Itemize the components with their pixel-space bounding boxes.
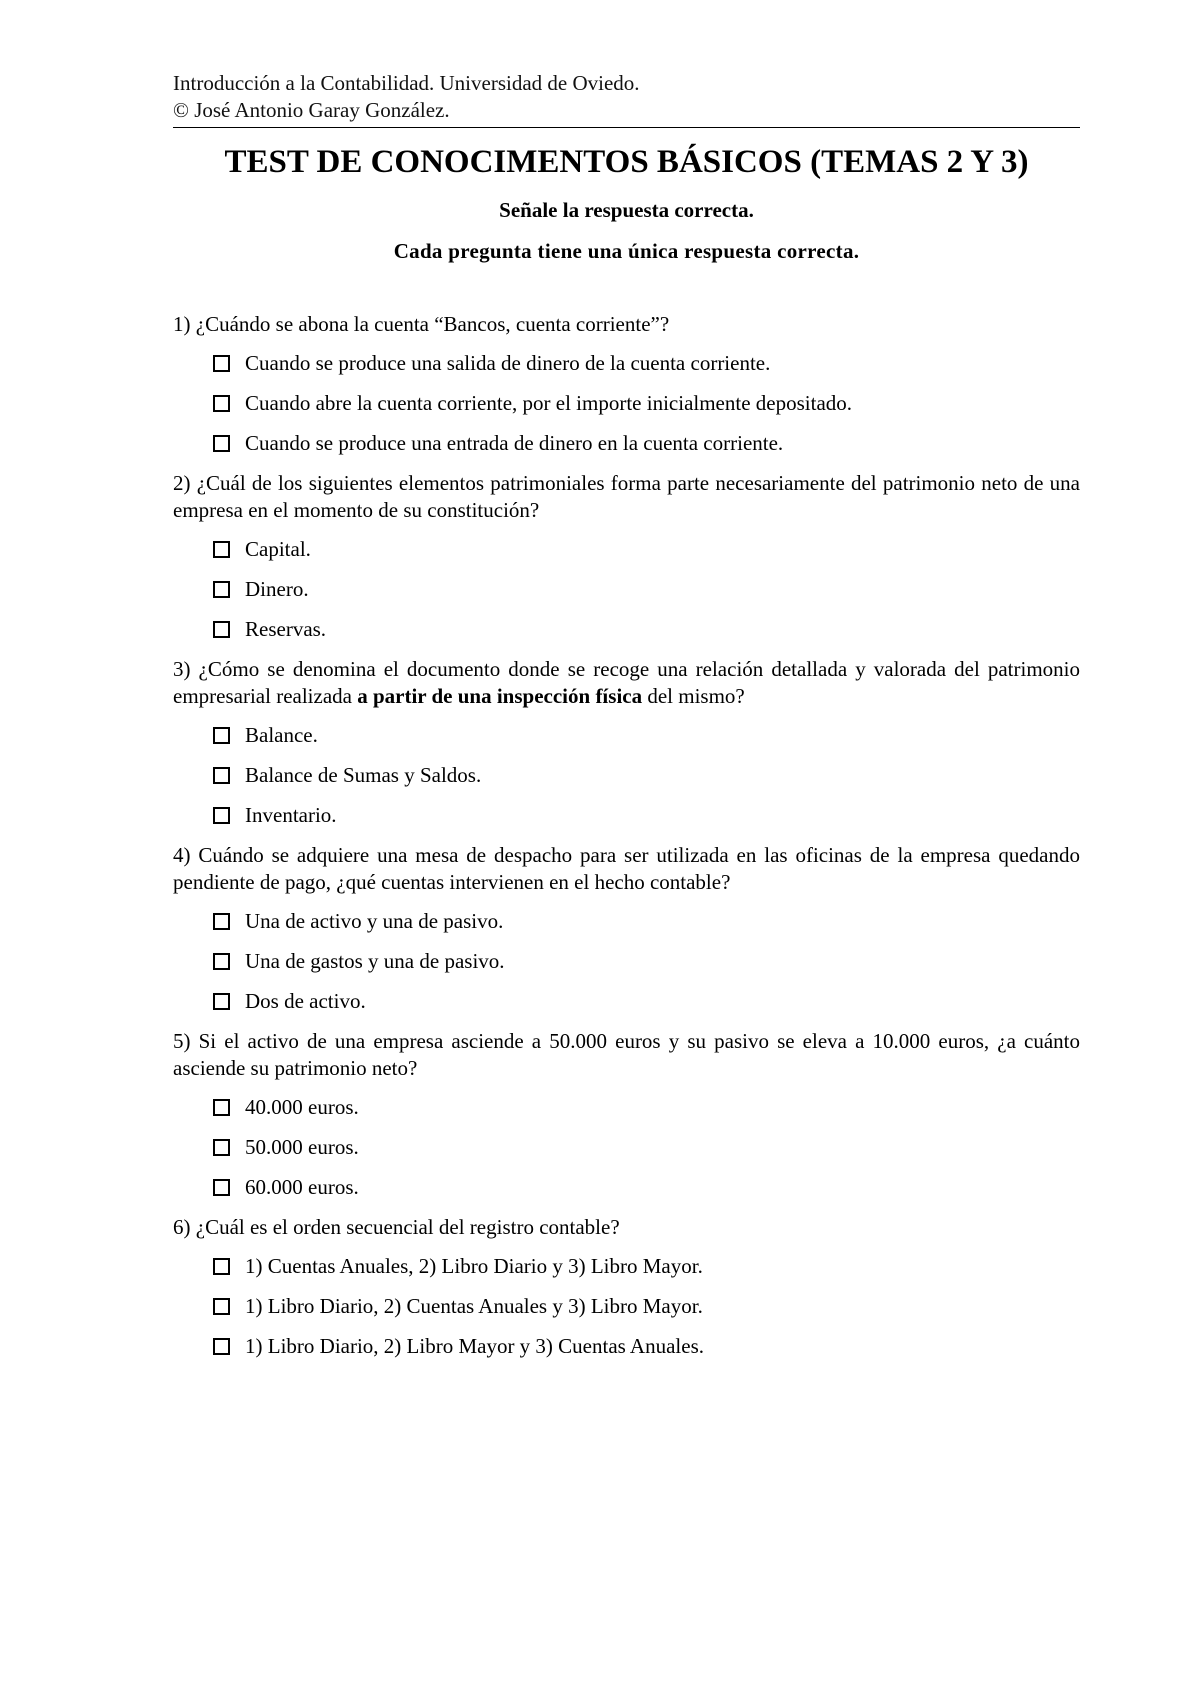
question-text: 6) ¿Cuál es el orden secuencial del registro contable? [173,1215,620,1239]
answer-option[interactable] [173,1293,1080,1320]
page-header [173,70,1080,124]
checkbox-icon[interactable] [213,767,230,784]
checkbox-icon[interactable] [213,435,230,452]
option-label: Una de activo y una de pasivo. [245,909,504,933]
option-label: Inventario. [245,803,337,827]
test-title: TEST DE CONOCIMENTOS BÁSICOS (TEMAS 2 Y 3) [224,144,1029,180]
question-text-start: 3) ¿Cómo se denomina el documento donde se recoge una relación detallada y valorada del patrimonio empresarial realizada [173,657,1080,708]
answer-option[interactable] [173,576,1080,603]
question-text-emphasis: a partir de una inspección física [357,684,643,708]
header-divider [173,127,1080,128]
option-label: Balance. [245,723,318,747]
answer-option[interactable] [173,1333,1080,1360]
answer-option[interactable] [173,802,1080,829]
instruction-line-2: Cada pregunta tiene una única respuesta correcta. [393,239,860,263]
answer-option[interactable] [173,762,1080,789]
header-course-line: Introducción a la Contabilidad. Universidad de Oviedo. [173,71,640,95]
checkbox-icon[interactable] [213,913,230,930]
option-label: Reservas. [245,617,327,641]
question-text: 5) Si el activo de una empresa asciende a 50.000 euros y su pasivo se eleva a 10.000 euros, ¿a cuánto asciende su patrimonio neto? [173,1029,1080,1080]
answer-option[interactable] [173,908,1080,935]
answer-option[interactable] [173,350,1080,377]
checkbox-icon[interactable] [213,621,230,638]
question-4 [173,842,1080,1015]
question-3 [173,656,1080,829]
checkbox-icon[interactable] [213,1099,230,1116]
checkbox-icon[interactable] [213,1139,230,1156]
question-text: 2) ¿Cuál de los siguientes elementos patrimoniales forma parte necesariamente del patrimonio neto de una empresa en el momento de su constitución? [173,471,1080,522]
answer-option[interactable] [173,948,1080,975]
question-text [173,656,1080,710]
option-label: Cuando abre la cuenta corriente, por el importe inicialmente depositado. [245,391,853,415]
checkbox-icon[interactable] [213,807,230,824]
checkbox-icon[interactable] [213,953,230,970]
checkbox-icon[interactable] [213,1258,230,1275]
option-label: 1) Libro Diario, 2) Cuentas Anuales y 3) Libro Mayor. [245,1294,703,1318]
question-5 [173,1028,1080,1201]
question-text: 4) Cuándo se adquiere una mesa de despacho para ser utilizada en las oficinas de la empresa quedando pendiente de pago, ¿qué cuentas intervienen en el hecho contable? [173,843,1080,894]
option-label: Dinero. [245,577,309,601]
checkbox-icon[interactable] [213,993,230,1010]
answer-option[interactable] [173,988,1080,1015]
checkbox-icon[interactable] [213,581,230,598]
option-label: Balance de Sumas y Saldos. [245,763,482,787]
answer-option[interactable] [173,1094,1080,1121]
option-label: 1) Cuentas Anuales, 2) Libro Diario y 3) Libro Mayor. [245,1254,703,1278]
answer-option[interactable] [173,1134,1080,1161]
answer-option[interactable] [173,722,1080,749]
question-6 [173,1214,1080,1360]
question-text-end: del mismo? [642,684,745,708]
checkbox-icon[interactable] [213,541,230,558]
option-label: 50.000 euros. [245,1135,359,1159]
option-label: Cuando se produce una entrada de dinero en la cuenta corriente. [245,431,784,455]
answer-option[interactable] [173,1174,1080,1201]
answer-option[interactable] [173,616,1080,643]
checkbox-icon[interactable] [213,1338,230,1355]
question-list [173,311,1080,1373]
question-text: 1) ¿Cuándo se abona la cuenta “Bancos, cuenta corriente”? [173,312,670,336]
option-label: 60.000 euros. [245,1175,359,1199]
instruction-line-1: Señale la respuesta correcta. [499,198,754,222]
option-label: 1) Libro Diario, 2) Libro Mayor y 3) Cuentas Anuales. [245,1334,704,1358]
checkbox-icon[interactable] [213,355,230,372]
answer-option[interactable] [173,536,1080,563]
option-label: Dos de activo. [245,989,366,1013]
answer-option[interactable] [173,430,1080,457]
checkbox-icon[interactable] [213,395,230,412]
answer-option[interactable] [173,390,1080,417]
option-label: Capital. [245,537,311,561]
question-2 [173,470,1080,643]
checkbox-icon[interactable] [213,727,230,744]
question-1 [173,311,1080,457]
header-author-line: © José Antonio Garay González. [173,98,450,122]
option-label: Una de gastos y una de pasivo. [245,949,505,973]
option-label: 40.000 euros. [245,1095,359,1119]
answer-option[interactable] [173,1253,1080,1280]
option-label: Cuando se produce una salida de dinero de la cuenta corriente. [245,351,771,375]
checkbox-icon[interactable] [213,1298,230,1315]
checkbox-icon[interactable] [213,1179,230,1196]
